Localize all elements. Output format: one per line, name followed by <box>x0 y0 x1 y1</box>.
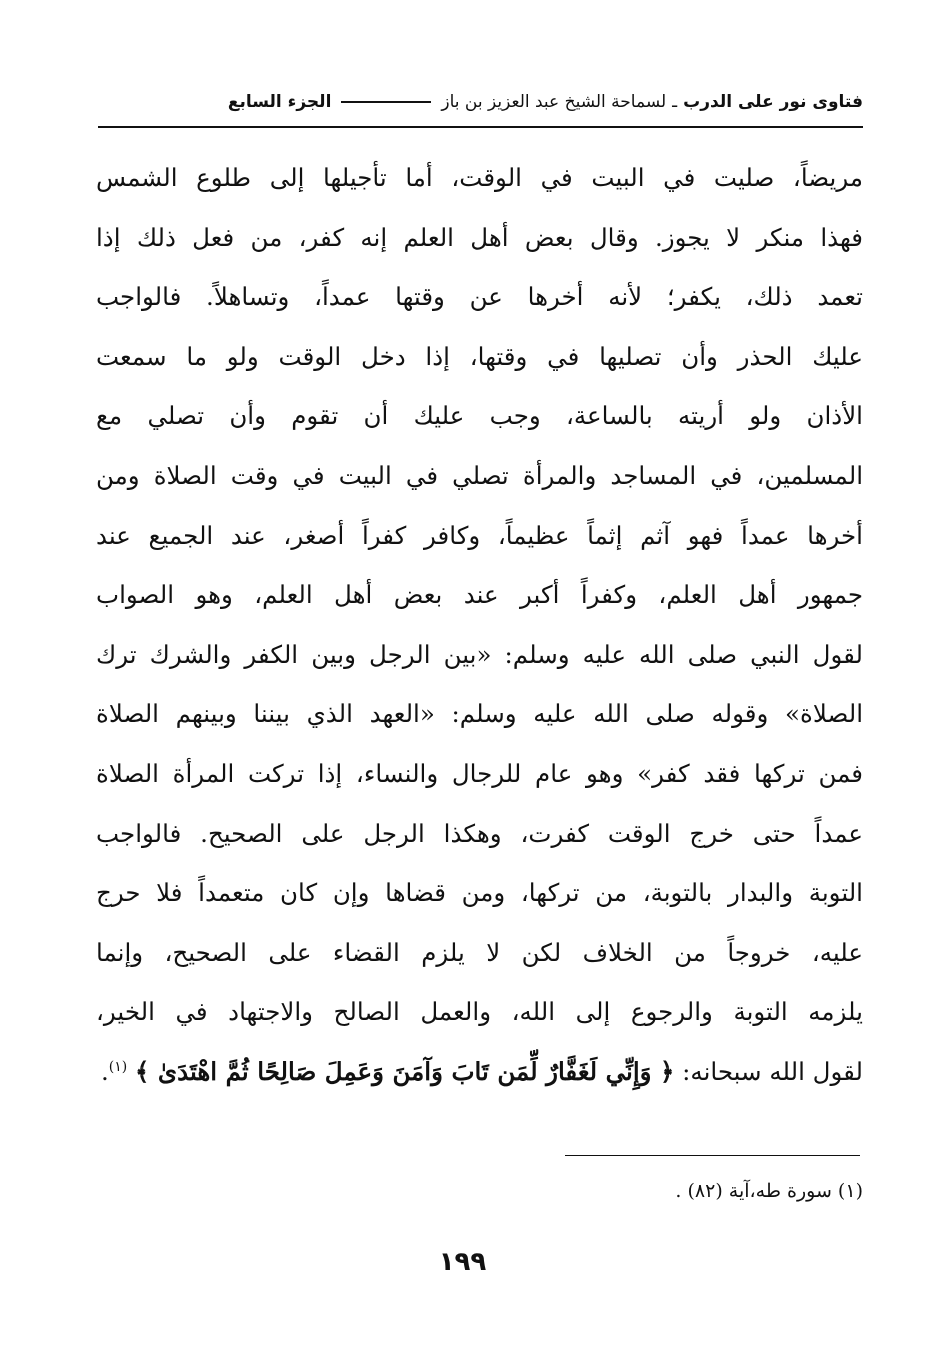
text-line: فهذا منكر لا يجوز. وقال بعض أهل العلم إنه كفر، من فعل ذلك إذا <box>96 222 863 252</box>
text-line: جمهور أهل العلم، وكفراً أكبر عند بعض أهل العلم، وهو الصواب <box>96 580 863 610</box>
text-line: عليك الحذر وأن تصليها في وقتها، إذا دخل الوقت ولو ما سمعت <box>96 341 863 371</box>
text-line: مريضاً، صليت في البيت في الوقت، أما تأجيلها إلى طلوع الشمس <box>96 163 863 192</box>
page-number: ١٩٩ <box>438 1247 487 1277</box>
text-line: أخرها عمداً فهو آثم إثماً عظيماً، وكافر كفراً أصغر، عند الجميع عند <box>96 520 863 550</box>
text-line: التوبة والبدار بالتوبة، من تركها، ومن قضاها وإن كان متعمداً فلا حرج <box>96 878 863 908</box>
text-line: المسلمين، في المساجد والمرأة تصلي في البيت في وقت الصلاة ومن <box>96 460 863 490</box>
text-line: الصلاة» وقوله صلى الله عليه وسلم: «العهد الذي بيننا وبينهم الصلاة <box>96 699 863 729</box>
header-dash-rule <box>341 101 431 103</box>
header-author: لسماحة الشيخ عبد العزيز بن باز <box>441 92 667 112</box>
text-line: لقول النبي صلى الله عليه وسلم: «بين الرجل وبين الكفر والشرك ترك <box>96 639 863 669</box>
footnote-reference: (١) <box>108 1058 128 1075</box>
text-line-last <box>96 1042 863 1102</box>
main-text <box>96 148 863 1102</box>
text-line: الأذان ولو أريته بالساعة، وجب عليك أن تقوم وأن تصلي مع <box>96 401 863 431</box>
text-line: عمداً حتى خرج الوقت كفرت، وهكذا الرجل على الصحيح. فالواجب <box>96 818 863 848</box>
text-line: فمن تركها فقد كفر» وهو عام للرجال والنساء، إذا تركت المرأة الصلاة <box>96 758 863 788</box>
header-book-title: فتاوى نور على الدرب <box>683 92 863 112</box>
header-rule <box>98 126 863 128</box>
header-part: الجزء السابع <box>227 92 332 112</box>
text-line: عليه، خروجاً من الخلاف لكن لا يلزم القضاء على الصحيح، وإنما <box>96 937 863 967</box>
text-line: تعمد ذلك، يكفر؛ لأنه أخرها عن وقتها عمداً، وتساهلاً. فالواجب <box>96 282 863 312</box>
quote-intro: لقول الله سبحانه: <box>674 1056 863 1086</box>
footnote: (١) سورة طه،آية (٨٢) . <box>675 1180 863 1202</box>
footnote-rule <box>565 1155 860 1156</box>
quran-verse: ﴿ وَإِنِّي لَغَفَّارٌ لِّمَن تَابَ وَآمَنَ وَعَمِلَ صَالِحًا ثُمَّ اهْتَدَىٰ ﴾ <box>135 1056 675 1086</box>
running-header <box>98 85 863 119</box>
header-separator: ـ <box>672 92 678 112</box>
sentence-end: . <box>100 1056 109 1086</box>
text-line: يلزمه التوبة والرجوع إلى الله، والعمل الصالح والاجتهاد في الخير، <box>96 997 863 1027</box>
